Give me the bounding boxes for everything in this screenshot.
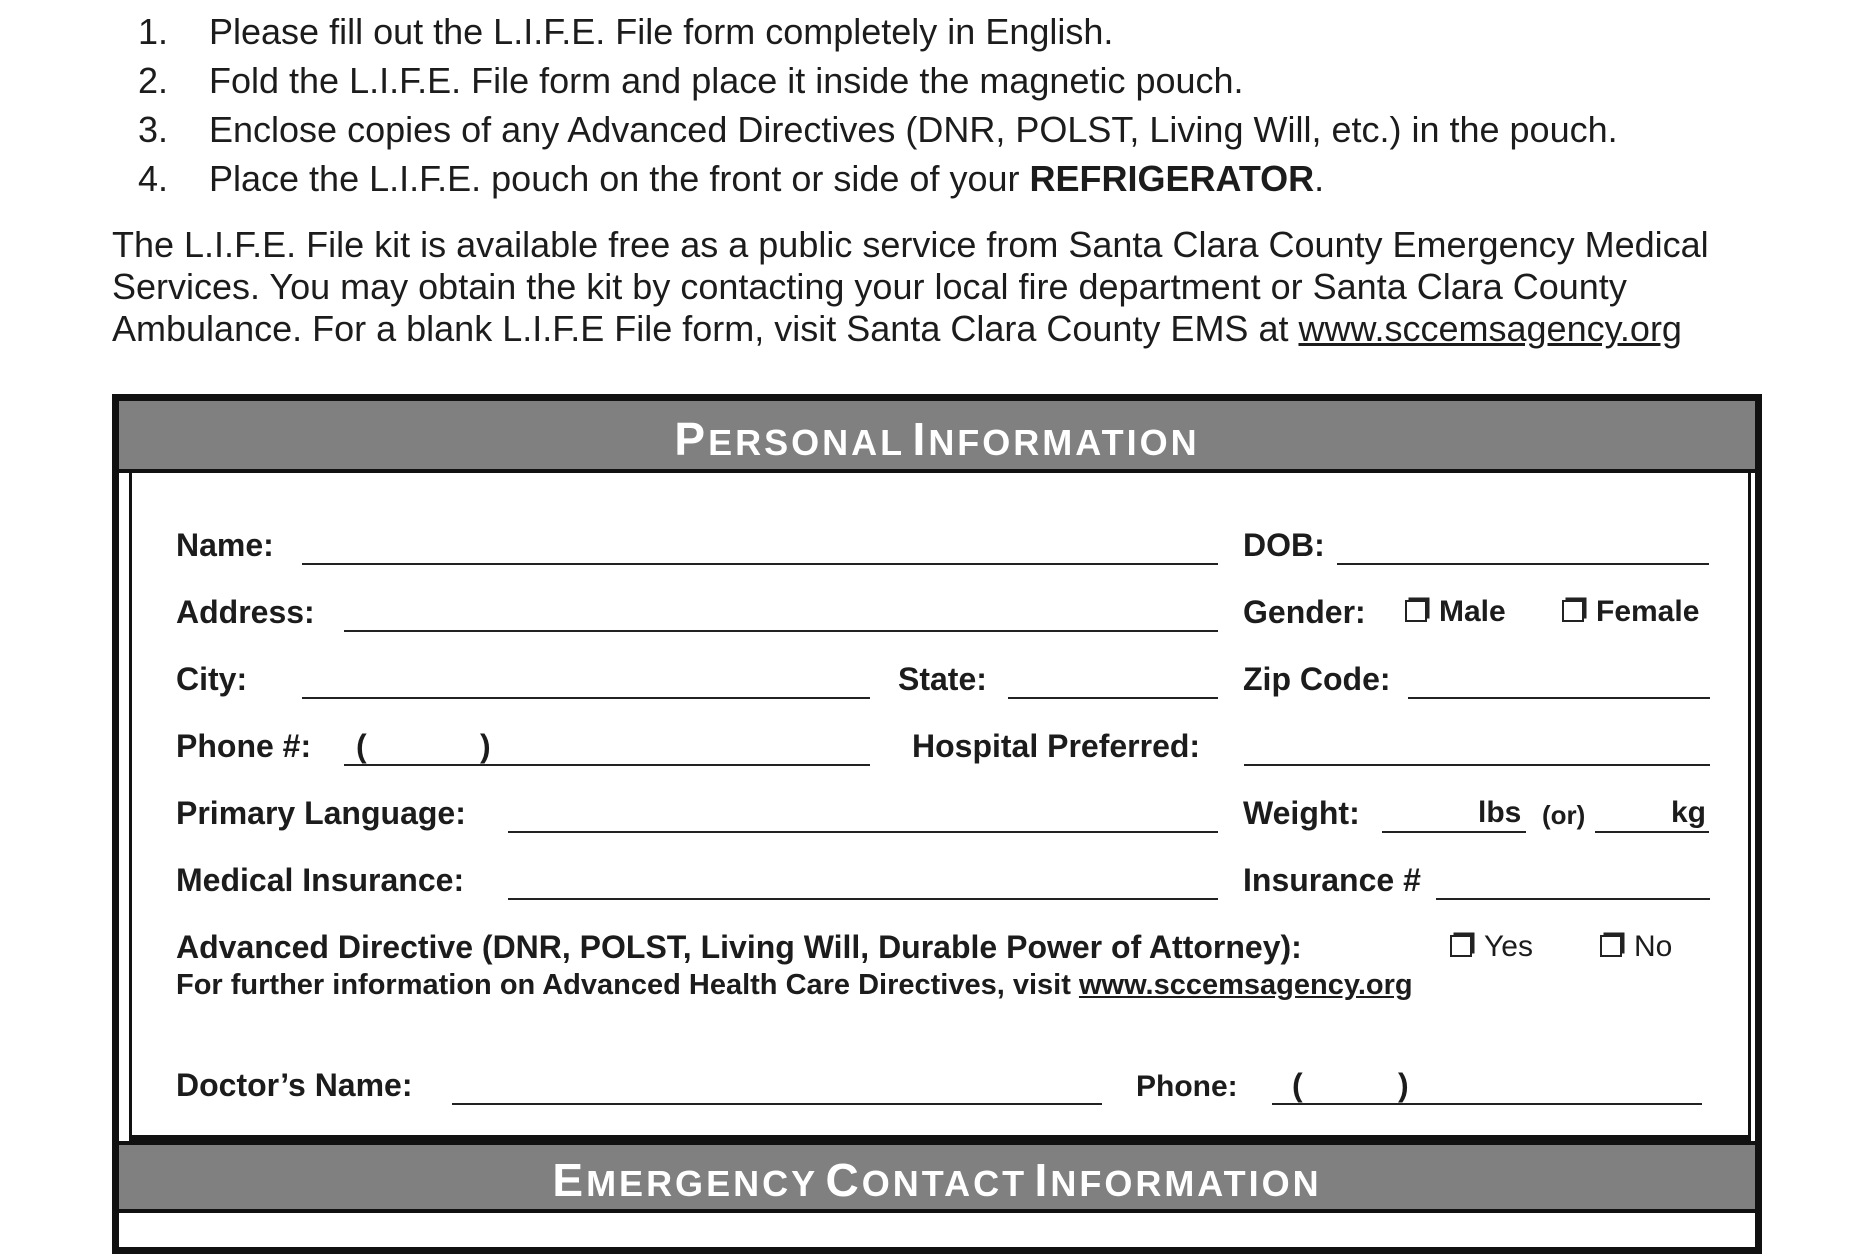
phone-field[interactable]	[344, 764, 870, 766]
personal-information-header	[119, 401, 1755, 473]
instruction-text-part: Place the L.I.F.E. pouch on the front or side of your	[209, 158, 1030, 199]
directive-yes-checkbox[interactable]: Yes	[1450, 927, 1533, 967]
emergency-contact-header	[119, 1141, 1755, 1213]
state-field[interactable]	[1008, 697, 1218, 699]
refrigerator-emphasis: REFRIGERATOR	[1029, 158, 1315, 199]
directive-label: Advanced Directive (DNR, POLST, Living Will, Durable Power of Attorney):	[176, 929, 1302, 965]
phone-area-close: )	[480, 728, 491, 764]
insurance-number-label: Insurance #	[1243, 862, 1421, 898]
directive-no-checkbox[interactable]: No	[1600, 927, 1672, 967]
instruction-2	[0, 57, 1870, 105]
checkbox-icon	[1600, 935, 1622, 957]
doctor-phone-field[interactable]	[1272, 1103, 1702, 1105]
gender-male-checkbox[interactable]: Male	[1405, 592, 1506, 632]
checkbox-icon	[1562, 600, 1584, 622]
instruction-text	[209, 155, 1324, 203]
intro-line-text: Ambulance. For a blank L.I.F.E File form, visit Santa Clara County EMS at	[112, 308, 1299, 349]
doctor-label: Doctor’s Name:	[176, 1067, 413, 1103]
intro-paragraph	[112, 224, 1812, 350]
instruction-text: Enclose copies of any Advanced Directives (DNR, POLST, Living Will, etc.) in the pouch.	[209, 109, 1618, 150]
city-field[interactable]	[302, 697, 870, 699]
checkbox-icon	[1405, 600, 1427, 622]
name-label: Name:	[176, 527, 274, 563]
instruction-number: 2.	[138, 60, 169, 101]
name-field[interactable]	[302, 563, 1218, 565]
personal-information-title: PERSONAL INFORMATION	[674, 413, 1200, 465]
sccems-link[interactable]: www.sccemsagency.org	[1298, 308, 1682, 349]
phone-label: Phone #:	[176, 728, 312, 764]
hospital-label: Hospital Preferred:	[912, 728, 1201, 764]
language-field[interactable]	[508, 831, 1218, 833]
insurance-field[interactable]	[508, 898, 1218, 900]
instruction-text: Fold the L.I.F.E. File form and place it inside the magnetic pouch.	[209, 60, 1244, 101]
intro-line: Services. You may obtain the kit by contacting your local fire department or Santa Clara County	[112, 266, 1627, 307]
address-field[interactable]	[344, 630, 1218, 632]
insurance-number-field[interactable]	[1436, 898, 1710, 900]
personal-information-body	[129, 473, 1751, 1141]
instruction-number: 4.	[138, 158, 169, 199]
or-separator: (or)	[1542, 800, 1586, 830]
city-label: City:	[176, 661, 248, 697]
phone-area-open: (	[356, 728, 367, 764]
hospital-field[interactable]	[1244, 764, 1710, 766]
dob-field[interactable]	[1337, 563, 1709, 565]
instruction-1	[0, 8, 1870, 56]
doctor-field[interactable]	[452, 1103, 1102, 1105]
weight-label: Weight:	[1243, 795, 1360, 831]
language-label: Primary Language:	[176, 795, 466, 831]
kg-unit: kg	[1671, 796, 1707, 829]
intro-line	[112, 308, 1812, 350]
doctor-phone-label: Phone:	[1136, 1070, 1238, 1103]
checkbox-icon	[1450, 935, 1472, 957]
zip-label: Zip Code:	[1243, 661, 1391, 697]
instruction-number: 3.	[138, 109, 169, 150]
instruction-text-part: .	[1314, 158, 1325, 199]
doctor-phone-area-close: )	[1398, 1067, 1409, 1103]
doctor-phone-area-open: (	[1292, 1067, 1303, 1103]
emergency-contact-title: EMERGENCY CONTACT INFORMATION	[552, 1154, 1322, 1206]
insurance-label: Medical Insurance:	[176, 862, 465, 898]
lbs-unit: lbs	[1478, 796, 1522, 829]
directive-info-text: For further information on Advanced Health Care Directives, visit	[176, 969, 1079, 1001]
state-label: State:	[898, 661, 987, 697]
dob-label: DOB:	[1243, 527, 1325, 563]
zip-field[interactable]	[1408, 697, 1710, 699]
directive-link[interactable]: www.sccemsagency.org	[1078, 969, 1413, 1001]
instruction-4	[0, 155, 1870, 203]
instruction-3	[0, 106, 1870, 154]
directive-info	[176, 967, 1413, 1003]
intro-line: The L.I.F.E. File kit is available free as a public service from Santa Clara County Emergency Medical	[112, 224, 1709, 265]
address-label: Address:	[176, 594, 315, 630]
instruction-number: 1.	[138, 11, 169, 52]
life-file-form	[112, 394, 1762, 1254]
gender-female-checkbox[interactable]: Female	[1562, 592, 1699, 632]
instruction-text: Please fill out the L.I.F.E. File form completely in English.	[209, 11, 1114, 52]
gender-label: Gender:	[1243, 594, 1366, 630]
